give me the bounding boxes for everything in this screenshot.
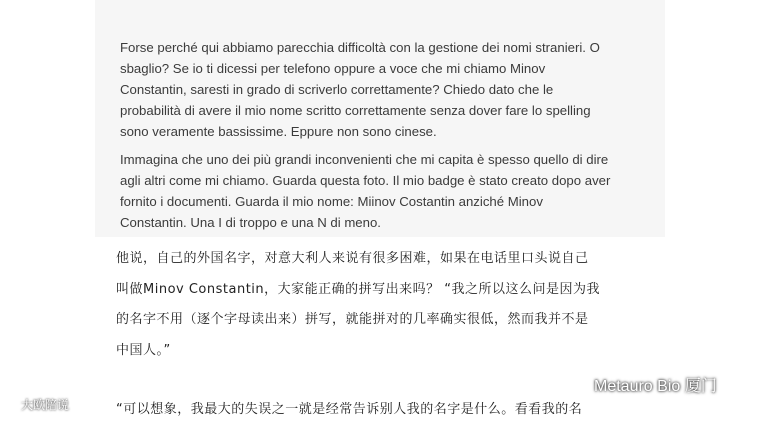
translation-line: 他说，自己的外国名字，对意大利人来说有很多困难，如果在电话里口头说自己	[116, 251, 589, 266]
quote-line: sono veramente bassissime. Eppure non sono cinese.	[120, 124, 437, 139]
weibo-icon	[2, 397, 18, 413]
watermark-left-text: 大欧陪说	[21, 398, 70, 412]
quote-line: Immagina che uno dei più grandi inconvenienti che mi capita è spesso quello di dire	[120, 152, 609, 167]
watermark-left	[2, 396, 69, 413]
quote-line: Constantin. Una I di troppo e una N di meno.	[120, 215, 381, 230]
wechat-icon	[560, 371, 586, 398]
watermark-right-text: Metauro Bio 厦门	[594, 378, 717, 395]
quote-paragraph-1	[120, 37, 650, 142]
translation-line: “可以想象，我最大的失误之一就是经常告诉别人我的名字是什么。看看我的名	[116, 402, 583, 417]
quote-line: agli altri come mi chiamo. Guarda questa foto. Il mio badge è stato creato dopo aver	[120, 173, 611, 188]
quote-paragraph-2	[120, 149, 650, 233]
translation-line: 中国人。”	[116, 342, 171, 358]
translation-line: 叫做Minov Constantin，大家能正确的拼写出来吗？ “我之所以这么问是因为我	[116, 281, 601, 297]
watermark-right	[560, 371, 717, 398]
quote-line: Constantin, saresti in grado di scriverlo correttamente? Chiedo dato che le	[120, 82, 554, 97]
quote-block	[95, 0, 665, 237]
translation-line: 的名字不用（逐个字母读出来）拼写，就能拼对的几率确实很低，然而我并不是	[116, 312, 589, 327]
translation-paragraph	[116, 244, 656, 366]
quote-line: Forse perché qui abbiamo parecchia difficoltà con la gestione dei nomi stranieri. O	[120, 40, 600, 55]
quote-line: sbaglio? Se io ti dicessi per telefono oppure a voce che mi chiamo Minov	[120, 61, 546, 76]
next-paragraph	[116, 395, 656, 426]
quote-line: fornito i documenti. Guarda il mio nome: Miinov Costantin anziché Minov	[120, 194, 543, 209]
quote-line: probabilità di avere il mio nome scritto correttamente senza dover fare lo spelling	[120, 103, 591, 118]
